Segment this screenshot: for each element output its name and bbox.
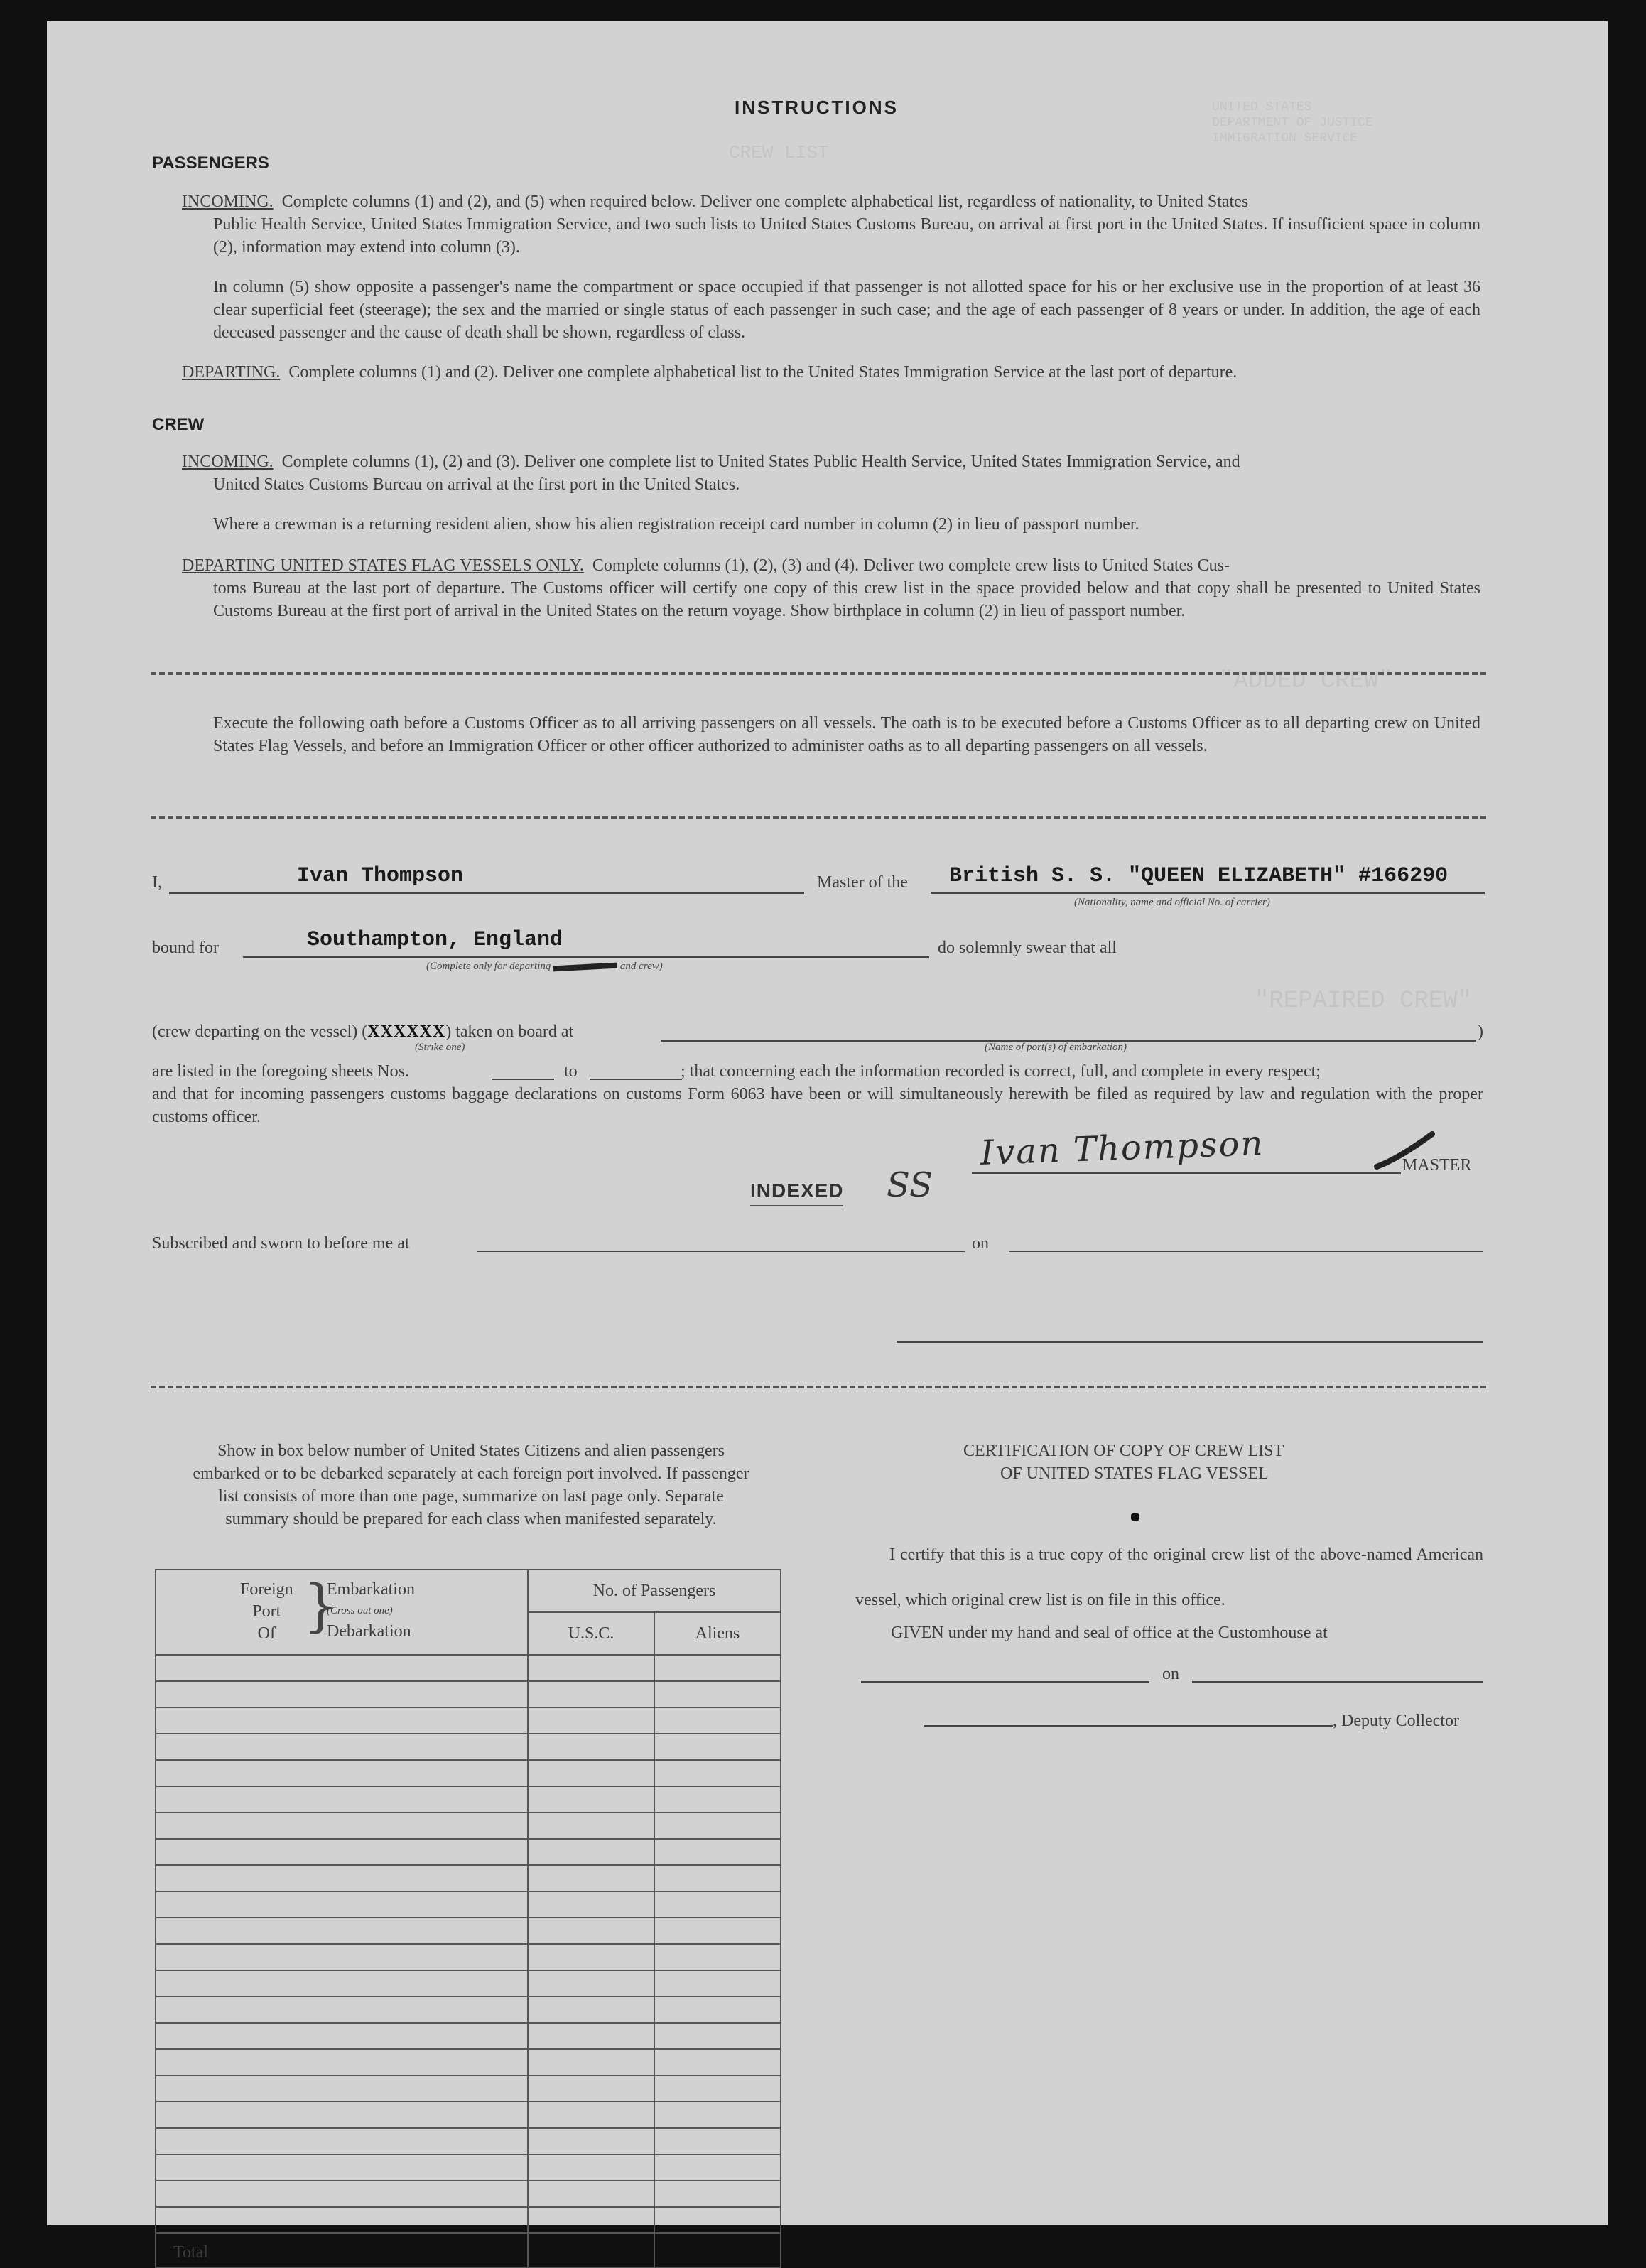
officer-signature-line	[897, 1341, 1483, 1343]
table-cell[interactable]	[528, 1786, 654, 1813]
table-cell[interactable]	[156, 2049, 528, 2075]
table-cell[interactable]	[156, 1944, 528, 1970]
table-cell[interactable]	[156, 1970, 528, 1997]
to-label: to	[564, 1062, 578, 1081]
ink-dot	[1131, 1513, 1139, 1521]
brace-symbol: }	[303, 1572, 339, 1638]
oath-instruction: Execute the following oath before a Customs Officer as to all arriving passengers on all vessels. The oath is to be executed before a Customs Officer as to all departing crew on United States Flag Vessels, and before an Immigration Officer or other officer authorized to administer oaths as to all departing passengers on all vessels.	[213, 714, 1480, 755]
bound-for-label: bound for	[152, 939, 219, 957]
table-cell[interactable]	[528, 1813, 654, 1839]
table-cell[interactable]	[528, 2128, 654, 2154]
no-of-passengers-header: No. of Passengers	[528, 1570, 781, 1612]
swear-text: do solemnly swear that all	[938, 939, 1117, 957]
table-cell[interactable]	[654, 2102, 781, 2128]
table-cell[interactable]	[156, 2154, 528, 2181]
certification-on-label: on	[1162, 1665, 1179, 1683]
divider	[151, 816, 1486, 819]
table-cell[interactable]	[528, 1655, 654, 1681]
passenger-summary-table	[155, 1569, 781, 2268]
table-cell[interactable]	[654, 1734, 781, 1760]
indexed-initials: SS	[887, 1165, 933, 1205]
debarkation-label: Debarkation	[327, 1622, 411, 1641]
redaction-mark	[553, 962, 617, 971]
table-cell[interactable]	[156, 2207, 528, 2233]
embarkation-label: Embarkation	[327, 1580, 415, 1599]
divider	[151, 672, 1486, 675]
destination-line	[243, 956, 929, 958]
indexed-stamp: INDEXED	[750, 1179, 843, 1206]
passengers-departing-label: DEPARTING.	[182, 363, 281, 382]
table-cell[interactable]	[156, 1918, 528, 1944]
table-cell[interactable]	[156, 2102, 528, 2128]
table-cell[interactable]	[528, 2154, 654, 2181]
given-text: GIVEN under my hand and seal of office at the Customhouse at	[891, 1624, 1328, 1642]
table-cell[interactable]	[528, 1681, 654, 1707]
sheets-label: are listed in the foregoing sheets Nos.	[152, 1062, 409, 1081]
crew-incoming-text: United States Customs Bureau on arrival at the first port in the United States.	[213, 475, 740, 494]
table-cell[interactable]	[528, 1970, 654, 1997]
table-cell[interactable]	[528, 1839, 654, 1865]
table-cell[interactable]	[654, 1865, 781, 1891]
customhouse-line	[861, 1681, 1149, 1683]
table-cell[interactable]	[156, 1997, 528, 2023]
sheets-rest: ; that concerning each the information recorded is correct, full, and complete in every respect;	[681, 1062, 1321, 1081]
master-label: MASTER	[1402, 1156, 1472, 1174]
ports-caption: (Name of port(s) of embarkation)	[985, 1042, 1127, 1053]
crew-departing-line: DEPARTING UNITED STATES FLAG VESSELS ONLY. Complete columns (1), (2), (3) and (4). Deliver two complete crew lists to United States Cus-	[182, 556, 1230, 575]
column5-text: In column (5) show opposite a passenger's name the compartment or space occupied if that passenger is not allotted space for his or her exclusive use in the proportion of at least 36 clear superficial feet (steerage); the sex and the married or single status of each passenger in such case; and the age of each passenger of 8 years or under. In addition, the age of each deceased passenger and the cause of death shall be shown, regardless of class.	[213, 278, 1480, 342]
ports-close-paren: )	[1478, 1022, 1483, 1041]
destination-caption: (Complete only for departing and crew)	[426, 961, 663, 972]
aliens-header: Aliens	[654, 1612, 781, 1655]
table-cell[interactable]	[654, 1918, 781, 1944]
table-cell[interactable]	[156, 1865, 528, 1891]
subscribed-label: Subscribed and sworn to before me at	[152, 1234, 410, 1253]
table-cell[interactable]	[528, 1760, 654, 1786]
cross-out-caption: (Cross out one)	[327, 1605, 393, 1616]
passengers-incoming-line: INCOMING. Complete columns (1) and (2), and (5) when required below. Deliver one complete alphabetical list, regardless of nationality, to United States	[182, 193, 1249, 211]
table-cell[interactable]	[528, 2181, 654, 2207]
deputy-signature-line	[924, 1725, 1333, 1727]
table-cell[interactable]	[156, 1734, 528, 1760]
master-name-line	[169, 892, 804, 894]
crew-resident-text: Where a crewman is a returning resident alien, show his alien registration receipt card number in column (2) in lieu of passport number.	[213, 515, 1139, 534]
table-cell[interactable]	[654, 2128, 781, 2154]
table-cell[interactable]	[156, 1760, 528, 1786]
deputy-collector-label: , Deputy Collector	[1333, 1712, 1459, 1730]
table-cell[interactable]	[156, 1681, 528, 1707]
table-cell[interactable]	[654, 1681, 781, 1707]
table-cell[interactable]	[654, 1891, 781, 1918]
table-cell[interactable]	[528, 2207, 654, 2233]
customs-text: and that for incoming passengers customs baggage declarations on customs Form 6063 have been or will simultaneously herewith be filed as required by law and regulation with the proper customs officer.	[152, 1085, 1483, 1126]
table-cell[interactable]	[156, 1707, 528, 1734]
table-cell[interactable]	[654, 2023, 781, 2049]
table-cell[interactable]	[156, 2075, 528, 2102]
crew-heading: CREW	[152, 415, 205, 434]
table-cell[interactable]	[528, 2023, 654, 2049]
page-title: INSTRUCTIONS	[735, 97, 899, 118]
subscribed-place-line	[477, 1251, 965, 1252]
master-of-label: Master of the	[817, 873, 908, 892]
table-cell[interactable]	[156, 2023, 528, 2049]
table-cell[interactable]	[156, 1655, 528, 1681]
table-cell[interactable]	[654, 2181, 781, 2207]
port-header-cell: Foreign Port Of } Embarkation (Cross out one) Debarkation	[156, 1570, 528, 1655]
table-cell[interactable]	[528, 1997, 654, 2023]
summary-instructions: Show in box below number of United States Citizens and alien passengers embarked or to be debarked separately at each foreign port involved. If passenger list consists of more than one page, summarize on last page only. Separate summary should be prepared for each class when manifested separately.	[193, 1442, 749, 1528]
table-cell[interactable]	[528, 1918, 654, 1944]
passengers-heading: PASSENGERS	[152, 153, 269, 173]
carrier-caption: (Nationality, name and official No. of carrier)	[1074, 897, 1270, 908]
strike-caption: (Strike one)	[415, 1042, 465, 1053]
table-cell[interactable]	[654, 1707, 781, 1734]
destination[interactable]: Southampton, England	[307, 928, 563, 952]
table-cell[interactable]	[156, 1891, 528, 1918]
table-cell[interactable]	[528, 2075, 654, 2102]
master-signature: Ivan Thompson	[980, 1123, 1265, 1173]
passengers-incoming-label: INCOMING.	[182, 193, 274, 211]
crew-departing-line-oath: (crew departing on the vessel) (XXXXXX) taken on board at	[152, 1022, 574, 1041]
total-aliens-cell[interactable]	[654, 2233, 781, 2267]
table-cell[interactable]	[156, 2181, 528, 2207]
table-cell[interactable]	[654, 1655, 781, 1681]
subscribed-on-label: on	[972, 1234, 989, 1253]
crew-incoming-line: INCOMING. Complete columns (1), (2) and (3). Deliver one complete list to United States Public Health Service, United States Immigration Service, and	[182, 453, 1240, 471]
table-cell[interactable]	[654, 2207, 781, 2233]
sheets-from-line	[492, 1079, 554, 1080]
strike-marks: XXXXXX	[367, 1022, 446, 1041]
table-cell[interactable]	[156, 1813, 528, 1839]
table-cell[interactable]	[156, 1839, 528, 1865]
carrier-name[interactable]: British S. S. "QUEEN ELIZABETH" #166290	[949, 864, 1449, 888]
passengers-incoming-text: Public Health Service, United States Immigration Service, and two such lists to United States Customs Bureau, on arrival at first port in the United States. If insufficient space in column (2), information may extend into column (3).	[213, 215, 1480, 256]
table-cell[interactable]	[528, 2102, 654, 2128]
table-cell[interactable]	[654, 1997, 781, 2023]
table-cell[interactable]	[528, 1944, 654, 1970]
total-usc-cell[interactable]	[528, 2233, 654, 2267]
table-cell[interactable]	[156, 2128, 528, 2154]
table-cell[interactable]	[654, 1839, 781, 1865]
table-cell[interactable]	[654, 2049, 781, 2075]
usc-header: U.S.C.	[528, 1612, 654, 1655]
table-cell[interactable]	[528, 1891, 654, 1918]
certification-date-line	[1192, 1681, 1483, 1683]
divider	[151, 1386, 1486, 1388]
table-cell[interactable]	[528, 1707, 654, 1734]
table-cell[interactable]	[528, 2049, 654, 2075]
table-cell[interactable]	[156, 1786, 528, 1813]
subscribed-date-line	[1009, 1251, 1483, 1252]
table-cell[interactable]	[654, 1944, 781, 1970]
table-cell[interactable]	[654, 1760, 781, 1786]
table-cell[interactable]	[654, 1813, 781, 1839]
master-name[interactable]: Ivan Thompson	[297, 864, 464, 888]
table-cell[interactable]	[654, 1970, 781, 1997]
table-cell[interactable]	[654, 2154, 781, 2181]
signature-line	[972, 1172, 1401, 1174]
crew-departing-label: DEPARTING UNITED STATES FLAG VESSELS ONLY.	[182, 556, 584, 575]
oath-i-label: I,	[152, 873, 162, 892]
total-label: Total	[156, 2233, 528, 2267]
table-cell[interactable]	[654, 2075, 781, 2102]
document-page: CREW LIST "ADDED CREW" "REPAIRED CREW" UNITED STATES DEPARTMENT OF JUSTICE IMMIGRATION SERVICE	[47, 21, 1608, 2225]
certification-title-line1: CERTIFICATION OF COPY OF CREW LIST	[963, 1442, 1284, 1460]
crew-departing-text: toms Bureau at the last port of departure. The Customs officer will certify one copy of this crew list in the space provided below and that copy shall be presented to United States Customs Bureau at the first port of arrival in the United States on the return voyage. Show birthplace in column (2) in lieu of passport number.	[213, 579, 1480, 620]
table-cell[interactable]	[528, 1734, 654, 1760]
passengers-departing-line: DEPARTING. Complete columns (1) and (2). Deliver one complete alphabetical list to the United States Immigration Service at the last port of departure.	[182, 363, 1238, 382]
carrier-line	[931, 892, 1485, 894]
certification-text: I certify that this is a true copy of the original crew list of the above-named American vessel, which original crew list is on file in this office.	[855, 1545, 1483, 1609]
table-cell[interactable]	[528, 1865, 654, 1891]
table-cell[interactable]	[654, 1786, 781, 1813]
crew-incoming-label: INCOMING.	[182, 453, 274, 471]
certification-title-line2: OF UNITED STATES FLAG VESSEL	[1000, 1464, 1269, 1483]
sheets-to-line	[590, 1079, 682, 1080]
